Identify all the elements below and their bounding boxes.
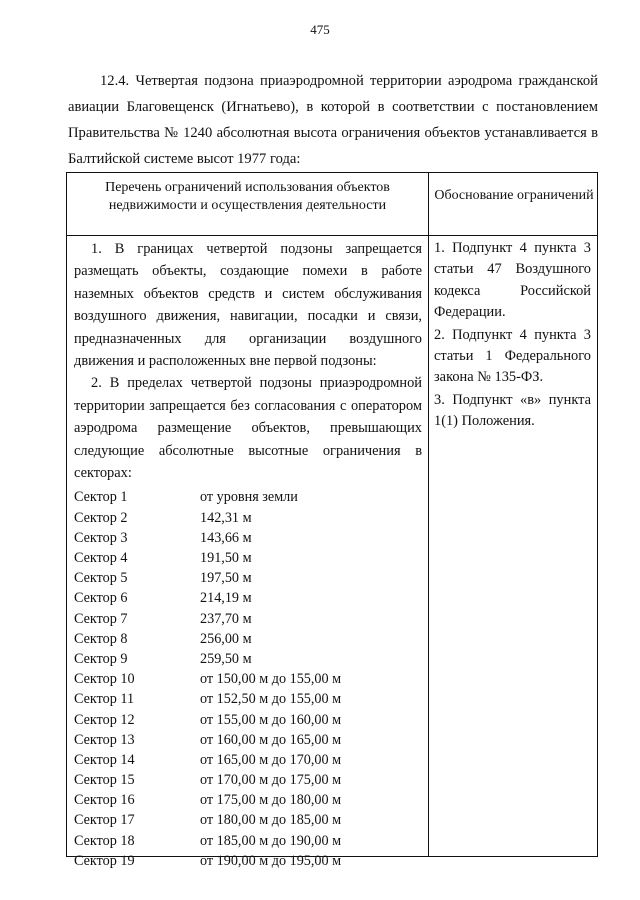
- sector-row: [74, 810, 422, 830]
- sector-height-limit: 142,31 м: [200, 509, 252, 526]
- sector-height-limit: 259,50 м: [200, 650, 252, 667]
- restrictions-table: [66, 172, 598, 869]
- sector-name: Сектор 8: [74, 630, 128, 647]
- sector-name: Сектор 6: [74, 590, 128, 607]
- sector-height-limit: от 180,00 м до 185,00 м: [200, 812, 342, 829]
- sector-height-limit: 214,19 м: [200, 590, 252, 607]
- intro-paragraph: [68, 68, 598, 172]
- sector-height-limit: от 170,00 м до 175,00 м: [200, 772, 342, 789]
- sector-height-limit: от 152,50 м до 155,00 м: [200, 691, 342, 708]
- sector-height-limit: от 185,00 м до 190,00 м: [200, 832, 342, 849]
- sector-row: [74, 528, 422, 548]
- sector-height-limit: от 190,00 м до 195,00 м: [200, 852, 342, 869]
- sector-name: Сектор 10: [74, 671, 135, 688]
- header-divider: [67, 235, 597, 236]
- sector-row: [74, 548, 422, 568]
- restriction-item-2: 2. В пределах четвертой подзоны приаэродромной территории запрещается без согласования с оператором аэродрома размещение объектов, превышающих следующие абсолютные высотные ограничения в секторах:: [74, 375, 422, 482]
- sector-row: [74, 487, 422, 507]
- sector-height-limit: от 160,00 м до 165,00 м: [200, 731, 342, 748]
- sector-height-limit: 237,70 м: [200, 610, 252, 627]
- sector-name: Сектор 14: [74, 751, 135, 768]
- sector-row: [74, 669, 422, 689]
- sector-name: Сектор 19: [74, 852, 135, 869]
- sector-name: Сектор 16: [74, 792, 135, 809]
- justification-item-1: 1. Подпункт 4 пункта 3 статьи 47 Воздушного кодекса Российской Федерации.: [434, 240, 591, 321]
- restrictions-column: [74, 238, 422, 871]
- sector-name: Сектор 7: [74, 610, 128, 627]
- sector-name: Сектор 4: [74, 550, 128, 567]
- sector-row: [74, 790, 422, 810]
- restriction-item-1: 1. В границах четвертой подзоны запрещается размещать объекты, создающие помехи в работе наземных объектов средств и систем обслуживания воздушного движения, навигации, посадки и связи, предназначенных для организации воздушного движения и расположенных вне первой подзоны:: [74, 241, 422, 370]
- sector-name: Сектор 13: [74, 731, 135, 748]
- sector-row: [74, 629, 422, 649]
- sector-height-limit: 143,66 м: [200, 529, 252, 546]
- sector-height-limit: от 175,00 м до 180,00 м: [200, 792, 342, 809]
- header-justification: Обоснование ограничений: [434, 188, 594, 203]
- column-divider: [428, 173, 429, 856]
- header-restrictions-list: Перечень ограничений использования объектов недвижимости и осуществления деятельности: [105, 180, 390, 213]
- sector-name: Сектор 17: [74, 812, 135, 829]
- sector-name: Сектор 5: [74, 570, 128, 587]
- sector-row: [74, 831, 422, 851]
- sector-row: [74, 508, 422, 528]
- sector-row: [74, 710, 422, 730]
- sector-height-limit: 191,50 м: [200, 550, 252, 567]
- justification-item-3: 3. Подпункт «в» пункта 1(1) Положения.: [434, 391, 591, 430]
- sector-row: [74, 750, 422, 770]
- sector-height-limit: от 150,00 м до 155,00 м: [200, 671, 342, 688]
- sector-height-limit: 197,50 м: [200, 570, 252, 587]
- sector-height-limit: от 155,00 м до 160,00 м: [200, 711, 342, 728]
- sector-name: Сектор 15: [74, 772, 135, 789]
- sector-row: [74, 649, 422, 669]
- sector-row: [74, 689, 422, 709]
- sector-name: Сектор 9: [74, 650, 128, 667]
- sector-name: Сектор 3: [74, 529, 128, 546]
- sector-row: [74, 609, 422, 629]
- sector-name: Сектор 1: [74, 489, 128, 506]
- justification-item-2: 2. Подпункт 4 пункта 3 статьи 1 Федерального закона № 135-ФЗ.: [434, 326, 591, 386]
- sector-row: [74, 730, 422, 750]
- sector-list: [74, 487, 422, 871]
- sector-row: [74, 770, 422, 790]
- sector-height-limit: от уровня земли: [200, 489, 298, 506]
- sector-row: [74, 568, 422, 588]
- intro-text: 12.4. Четвертая подзона приаэродромной территории аэродрома гражданской авиации Благовещенск (Игнатьево), в которой в соответствии с постановлением Правительства № 1240 абсолютная высота ограничения объектов устанавливается в Балтийской системе высот 1977 года:: [68, 73, 598, 167]
- sector-height-limit: от 165,00 м до 170,00 м: [200, 751, 342, 768]
- sector-row: [74, 851, 422, 871]
- sector-name: Сектор 2: [74, 509, 128, 526]
- sector-name: Сектор 11: [74, 691, 135, 708]
- sector-name: Сектор 12: [74, 711, 135, 728]
- sector-height-limit: 256,00 м: [200, 630, 252, 647]
- sector-row: [74, 588, 422, 608]
- page-number: 475: [310, 22, 330, 37]
- sector-name: Сектор 18: [74, 832, 135, 849]
- justification-column: [434, 238, 591, 434]
